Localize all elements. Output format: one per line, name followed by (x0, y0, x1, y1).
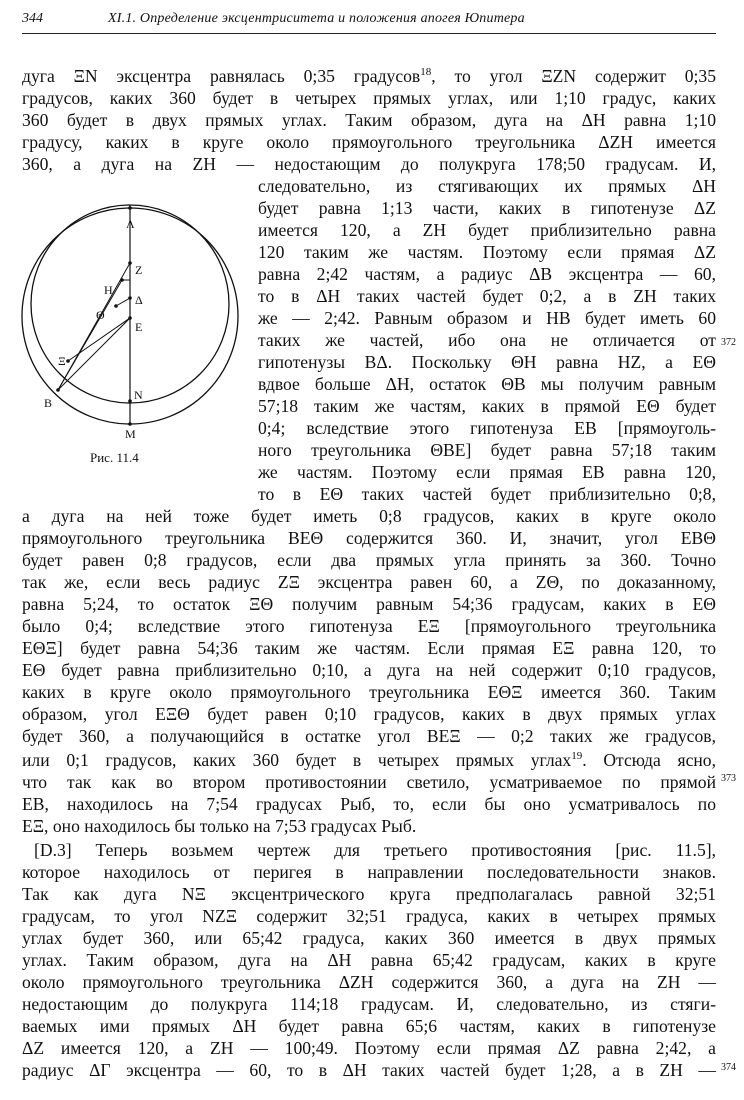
text-line (22, 749, 716, 771)
footnote-marker: 19 (571, 750, 583, 763)
text-line: углах. Таким образом, дуга на ΔH равна 65;42 градусам, каких в круге (22, 950, 716, 970)
label-n: N (134, 388, 143, 402)
margin-number: 372 (721, 337, 736, 348)
text-line: [D.3] Теперь возьмем чертеж для третьего противостояния [рис. 11.5], (34, 840, 716, 860)
text-line: углах будет 360, или 65;42 градуса, каких 360 имеется в двух прямых (22, 928, 716, 948)
text-line: около прямоугольного треугольника ΔZH содержится 360, а дуга на ZH — (22, 972, 716, 992)
text-line (22, 65, 716, 87)
text-line: образом, угол EΞΘ будет равен 0;10 градусов, каких в двух прямых углах (22, 704, 716, 724)
page-number: 344 (22, 11, 43, 26)
text-line: ваемых ими прямых ΔH будет равна 65;6 частям, каких в гипотенузе (22, 1016, 716, 1036)
text-line: то в ΔH таких частей будет 0;2, а в ZH таких (258, 286, 716, 306)
footnote-marker: 18 (420, 66, 432, 79)
label-e: E (135, 320, 143, 334)
margin-number: 373 (721, 773, 736, 784)
text-segment: дуга ΞN эксцентра равнялась 0;35 градусов (22, 66, 421, 86)
text-line: 57;18 таким же частям, каких в прямой EΘ будет (258, 396, 716, 416)
text-line: будет 360, а получающийся в остатке угол BEΞ — 0;2 таких же градусов, (22, 726, 716, 746)
label-h: H (104, 283, 113, 297)
text-line: Так как дуга NΞ эксцентрического круга предполагалась равной 32;51 (22, 884, 716, 904)
text-line: градусам, то угол NZΞ содержит 32;51 градуса, каких в четырех прямых (22, 906, 716, 926)
figure-caption: Рис. 11.4 (90, 450, 139, 465)
label-delta: Δ (135, 293, 143, 307)
text-line: 120 таким же частям. Поэтому если прямая ΔZ (258, 242, 716, 262)
text-line: было 0;4; вследствие этого гипотенуза EΞ [прямоугольного треугольника (22, 616, 716, 636)
point-xi (66, 359, 70, 363)
text-line: EB, находилось на 7;54 градусах Рыб, то, если бы оно усматривалось по (22, 794, 716, 814)
text-line: EΘ будет равна приблизительно 0;10, а дуга на ней содержит 0;10 градусов, (22, 660, 716, 680)
header-rule (22, 33, 716, 34)
text-line: градусов, каких 360 будет в четырех прямых углах, или 1;10 градус, каких (22, 88, 716, 108)
line-theta-delta (116, 298, 130, 306)
point-h (120, 278, 124, 282)
figure-11-4 (18, 185, 258, 485)
point-z (128, 261, 132, 265)
text-segment: , то угол ΞZN содержит 0;35 (431, 66, 717, 86)
text-line: имеется 120, а ZH будет приблизительно равна (258, 220, 716, 240)
text-line: же частям. Поэтому если прямая EB равна 120, (258, 462, 716, 482)
text-line: 0;4; вследствие этого гипотенуза EB [прямоуголь- (258, 418, 716, 438)
text-line: EΞ, оно находилось бы только на 7;53 градусах Рыб. (22, 816, 417, 836)
point-m (128, 422, 132, 426)
text-line: будет равен 0;8 градусов, если два прямых угла принять за 360. Точно (22, 550, 716, 570)
text-line: недостающим до полукруга 114;18 градусам. И, следовательно, из стяги- (22, 994, 716, 1014)
point-lambda (128, 206, 132, 210)
label-theta: Θ (96, 308, 105, 322)
text-line: то в EΘ таких частей будет приблизительно 0;8, (258, 484, 716, 504)
text-line: а дуга на ней тоже будет иметь 0;8 градусов, каких в круге около (22, 506, 716, 526)
point-n (128, 399, 132, 403)
label-b: B (44, 396, 53, 410)
text-line: прямоугольного треугольника BEΘ содержится 360. И, значит, угол EBΘ (22, 528, 716, 548)
figure-diagram (18, 185, 258, 485)
text-line: которое находилось от перигея в направлении последовательности знаков. (22, 862, 716, 882)
point-b (56, 388, 60, 392)
text-line: таких же частей, ибо она не отличается от (258, 330, 716, 350)
text-line: равна 5;24, то остаток ΞΘ получим равным 54;36 градусам, каких в EΘ (22, 594, 716, 614)
text-line: 360 будет в двух прямых углах. Таким образом, дуга на ΔH равна 1;10 (22, 110, 716, 130)
running-title: XI.1. Определение эксцентриситета и положения апогея Юпитера (108, 11, 525, 26)
margin-number: 374 (721, 1062, 736, 1073)
text-line: ного треугольника ΘBE] будет равна 57;18 таким (258, 440, 716, 460)
text-segment: или 0;1 градусов, каких 360 будет в четырех прямых углах (22, 750, 572, 770)
text-line: вдвое больше ΔH, остаток ΘB мы получим равным (258, 374, 716, 394)
text-line: же — 2;42. Равным образом и HB будет иметь 60 (258, 308, 716, 328)
label-z: Z (135, 263, 143, 277)
text-line: будет равна 1;13 части, каких в гипотенузе ΔZ (258, 198, 716, 218)
point-theta (114, 304, 118, 308)
text-line: что так как во втором противостоянии светило, усматриваемое по прямой (22, 772, 716, 792)
text-line: равна 2;42 частям, а радиус ΔB эксцентра — 60, (258, 264, 716, 284)
text-line: 360, а дуга на ZH — недостающим до полукруга 178;50 градусам. И, (22, 154, 716, 174)
label-lambda: Λ (126, 217, 135, 231)
point-e (128, 316, 132, 320)
text-line: гипотенузы BΔ. Поскольку ΘH равна HZ, а EΘ (258, 352, 716, 372)
text-line: следовательно, из стягивающих их прямых ΔH (258, 176, 716, 196)
label-m: M (125, 427, 136, 441)
text-line: ΔZ имеется 120, а ZH — 100;49. Поэтому если прямая ΔZ равна 2;42, а (22, 1038, 716, 1058)
text-line: так же, если весь радиус ZΞ эксцентра равен 60, а ZΘ, по доказанному, (22, 572, 716, 592)
text-line: EΘΞ] будет равна 54;36 таким же частям. Если прямая EΞ равна 120, то (22, 638, 716, 658)
text-segment: . Отсюда ясно, (582, 750, 716, 770)
running-header (22, 8, 722, 34)
line-xi-e (68, 318, 130, 361)
text-line: градусу, каких в круге около прямоугольного треугольника ΔZH имеется (22, 132, 716, 152)
text-line: радиус ΔΓ эксцентра — 60, то в ΔH таких частей будет 1;28, а в ZH — (22, 1060, 716, 1080)
label-xi: Ξ (58, 354, 66, 368)
text-line: каких в круге около прямоугольного треугольника EΘΞ имеется 360. Таким (22, 682, 716, 702)
point-delta (128, 296, 132, 300)
